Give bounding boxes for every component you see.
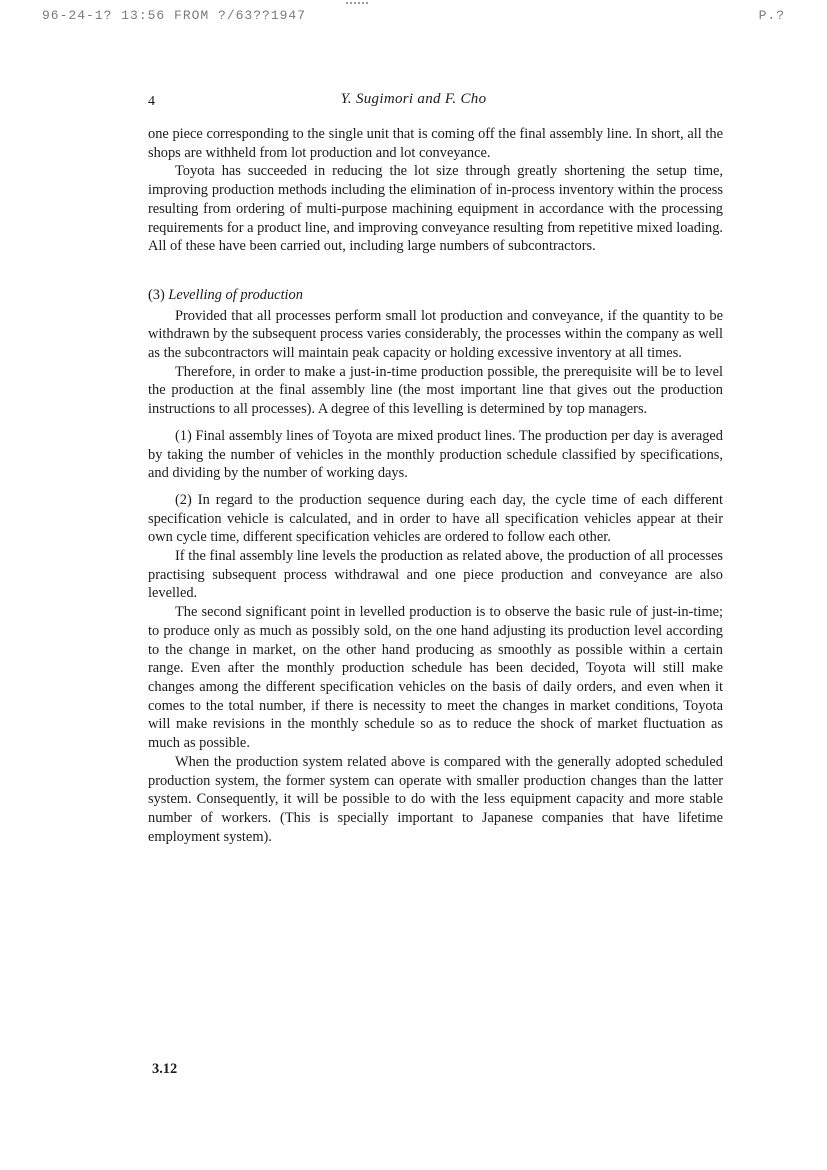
paragraph: Toyota has succeeded in reducing the lot size through greatly shortening the setup time, improving production methods including the elimination of in-process inventory within the process resulting from ordering of multi-purpose machining equipment in accordance with the processing requirements for a product line, and improving conveyance resulting from repetitive mixed loading. All of these have been carried out, including large numbers of subcontractors.: [148, 163, 723, 255]
fax-header-page: P.?: [758, 8, 785, 23]
list-item: (2) In regard to the production sequence during each day, the cycle time of each different specification vehicle is calculated, and in order to have all specification vehicles appear at their own cycle time, different specification vehicles are ordered to follow each other.: [148, 491, 723, 546]
running-head: Y. Sugimori and F. Cho: [340, 91, 487, 107]
section-heading: [148, 286, 723, 305]
paragraph: If the final assembly line levels the production as related above, the production of all processes practising subsequent process withdrawal and one piece production and conveyance are also levelled.: [148, 548, 723, 602]
section-title: Levelling of production: [168, 286, 303, 303]
scan-mark: [346, 2, 368, 6]
list-item: (1) Final assembly lines of Toyota are mixed product lines. The production per day is averaged by taking the number of vehicles in the monthly production schedule classified by specifications, and dividing by the number of working days.: [148, 427, 723, 482]
paragraph: Provided that all processes perform small lot production and conveyance, if the quantity to be withdrawn by the subsequent process varies considerably, the processes within the company as well as the subcontractors will maintain peak capacity or holding excessive inventory at all times.: [148, 307, 723, 362]
section-number: (3): [148, 286, 165, 303]
paragraph: one piece corresponding to the single unit that is coming off the final assembly line. In short, all the shops are withheld from lot production and lot conveyance.: [148, 126, 723, 161]
footer-code: 3.12: [152, 1061, 178, 1077]
paragraph: Therefore, in order to make a just-in-time production possible, the prerequisite will be to level the production at the final assembly line (the most important line that gives out the production instructions to all processes). A degree of this levelling is determined by top managers.: [148, 363, 723, 418]
fax-header: [42, 8, 785, 26]
body-text: [148, 125, 723, 846]
fax-header-left: 96-24-1? 13:56 FROM ?/63??1947: [42, 8, 307, 23]
paragraph: When the production system related above is compared with the generally adopted scheduled production system, the former system can operate with smaller production changes than the latter system. Consequently, it will be possible to do with the less equipment capacity and more stable number of workers. (This is specially important to Japanese companies that have lifetime employment system).: [148, 753, 723, 845]
paragraph: The second significant point in levelled production is to observe the basic rule of just-in-time; to produce only as much as possibly sold, on the one hand adjusting its production level according to the change in market, on the other hand producing as smoothly as possible within a certain range. Even after the monthly production schedule has been decided, Toyota will still make changes among the different specification vehicles on the basis of daily orders, and even when it comes to the total number, if there is necessity to meet the changes in market conditions, Toyota will make revisions in the monthly schedule so as to reduce the shock of market fluctuation as much as possible.: [148, 604, 723, 752]
page-number: 4: [148, 94, 155, 109]
